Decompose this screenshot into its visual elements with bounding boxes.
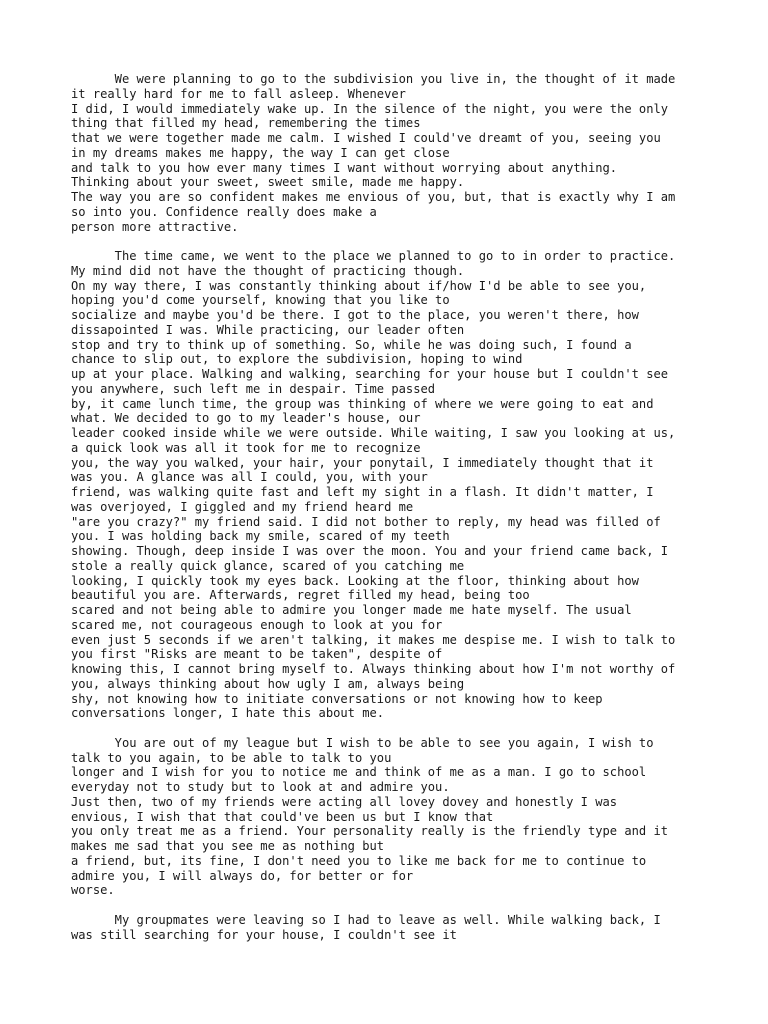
text-line: chance to slip out, to explore the subdivision, hoping to wind xyxy=(71,352,523,367)
text-line: you only treat me as a friend. Your personality really is the friendly type and it xyxy=(71,824,669,839)
text-line: so into you. Confidence really does make a xyxy=(71,204,377,219)
text-line: worse. xyxy=(71,883,115,898)
text-line: was still searching for your house, I couldn't see it xyxy=(71,927,457,942)
text-line: you. I was holding back my smile, scared of my teeth xyxy=(71,529,450,544)
text-line: everyday not to study but to look at and admire you. xyxy=(71,780,450,794)
text-line: leader cooked inside while we were outside. While waiting, I saw you looking at us, xyxy=(71,426,676,440)
paragraph xyxy=(71,913,711,943)
text-line: looking, I quickly took my eyes back. Looking at the floor, thinking about how xyxy=(71,573,639,588)
text-line: dissapointed I was. While practicing, our leader often xyxy=(71,322,465,337)
text-line: a friend, but, its fine, I don't need you to like me back for me to continue to xyxy=(71,853,647,868)
text-line: scared and not being able to admire you longer made me hate myself. The usual xyxy=(71,603,632,617)
text-line: hoping you'd come yourself, knowing that you like to xyxy=(71,293,450,308)
paragraph xyxy=(71,72,711,234)
text-line: Thinking about your sweet, sweet smile, made me happy. xyxy=(71,175,465,190)
text-line: was overjoyed, I giggled and my friend heard me xyxy=(71,499,414,514)
text-line: You are out of my league but I wish to be able to see you again, I wish to xyxy=(71,735,654,750)
text-line: thing that filled my head, remembering the times xyxy=(71,116,421,131)
text-line: scared me, not courageous enough to look at you for xyxy=(71,617,443,632)
text-line: and talk to you how ever many times I want without worrying about anything. xyxy=(71,160,618,175)
text-line: "are you crazy?" my friend said. I did not bother to reply, my head was filled of xyxy=(71,514,661,529)
text-line: what. We decided to go to my leader's house, our xyxy=(71,411,421,426)
text-line: a quick look was all it took for me to recognize xyxy=(71,440,421,455)
text-line: My mind did not have the thought of practicing though. xyxy=(71,263,465,278)
text-line: person more attractive. xyxy=(71,219,239,234)
text-line: talk to you again, to be able to talk to you xyxy=(71,750,392,765)
text-line: longer and I wish for you to notice me and think of me as a man. I go to school xyxy=(71,765,647,780)
text-line: that we were together made me calm. I wished I could've dreamt of you, seeing you xyxy=(71,131,661,145)
text-line: conversations longer, I hate this about me. xyxy=(71,706,385,721)
text-line: shy, not knowing how to initiate conversations or not knowing how to keep xyxy=(71,691,603,706)
text-line: it really hard for me to fall asleep. Whenever xyxy=(71,86,406,101)
text-line: Just then, two of my friends were acting all lovey dovey and honestly I was xyxy=(71,794,618,809)
text-line: My groupmates were leaving so I had to leave as well. While walking back, I xyxy=(71,912,661,927)
text-line: up at your place. Walking and walking, searching for your house but I couldn't see xyxy=(71,367,669,381)
text-line: showing. Though, deep inside I was over the moon. You and your friend came back, I xyxy=(71,544,669,558)
text-line: knowing this, I cannot bring myself to. Always thinking about how I'm not worthy of xyxy=(71,662,676,676)
text-line: was you. A glance was all I could, you, with your xyxy=(71,470,428,485)
text-line: envious, I wish that that could've been us but I know that xyxy=(71,809,494,824)
text-line: in my dreams makes me happy, the way I can get close xyxy=(71,145,450,160)
text-line: On my way there, I was constantly thinking about if/how I'd be able to see you, xyxy=(71,278,647,293)
text-line: socialize and maybe you'd be there. I got to the place, you weren't there, how xyxy=(71,308,639,322)
text-line: beautiful you are. Afterwards, regret filled my head, being too xyxy=(71,588,530,603)
text-line: stop and try to think up of something. So, while he was doing such, I found a xyxy=(71,337,632,352)
text-line: admire you, I will always do, for better or for xyxy=(71,868,414,883)
text-line: I did, I would immediately wake up. In the silence of the night, you were the only xyxy=(71,101,669,116)
document-page xyxy=(71,72,711,957)
text-line: The time came, we went to the place we planned to go to in order to practice. xyxy=(71,249,676,263)
text-line: stole a really quick glance, scared of you catching me xyxy=(71,558,465,573)
text-line: friend, was walking quite fast and left my sight in a flash. It didn't matter, I xyxy=(71,485,654,499)
text-line: even just 5 seconds if we aren't talking, it makes me despise me. I wish to talk to xyxy=(71,632,676,647)
text-line: you anywhere, such left me in despair. Time passed xyxy=(71,381,436,396)
text-line: The way you are so confident makes me envious of you, but, that is exactly why I am xyxy=(71,190,676,204)
text-line: by, it came lunch time, the group was thinking of where we were going to eat and xyxy=(71,396,654,411)
paragraph xyxy=(71,249,711,721)
text-line: makes me sad that you see me as nothing but xyxy=(71,839,385,853)
text-line: you, always thinking about how ugly I am, always being xyxy=(71,676,465,691)
text-line: you, the way you walked, your hair, your ponytail, I immediately thought that it xyxy=(71,455,654,470)
text-line: you first "Risks are meant to be taken", despite of xyxy=(71,647,443,662)
paragraph xyxy=(71,736,711,898)
text-line: We were planning to go to the subdivision you live in, the thought of it made xyxy=(71,72,676,86)
